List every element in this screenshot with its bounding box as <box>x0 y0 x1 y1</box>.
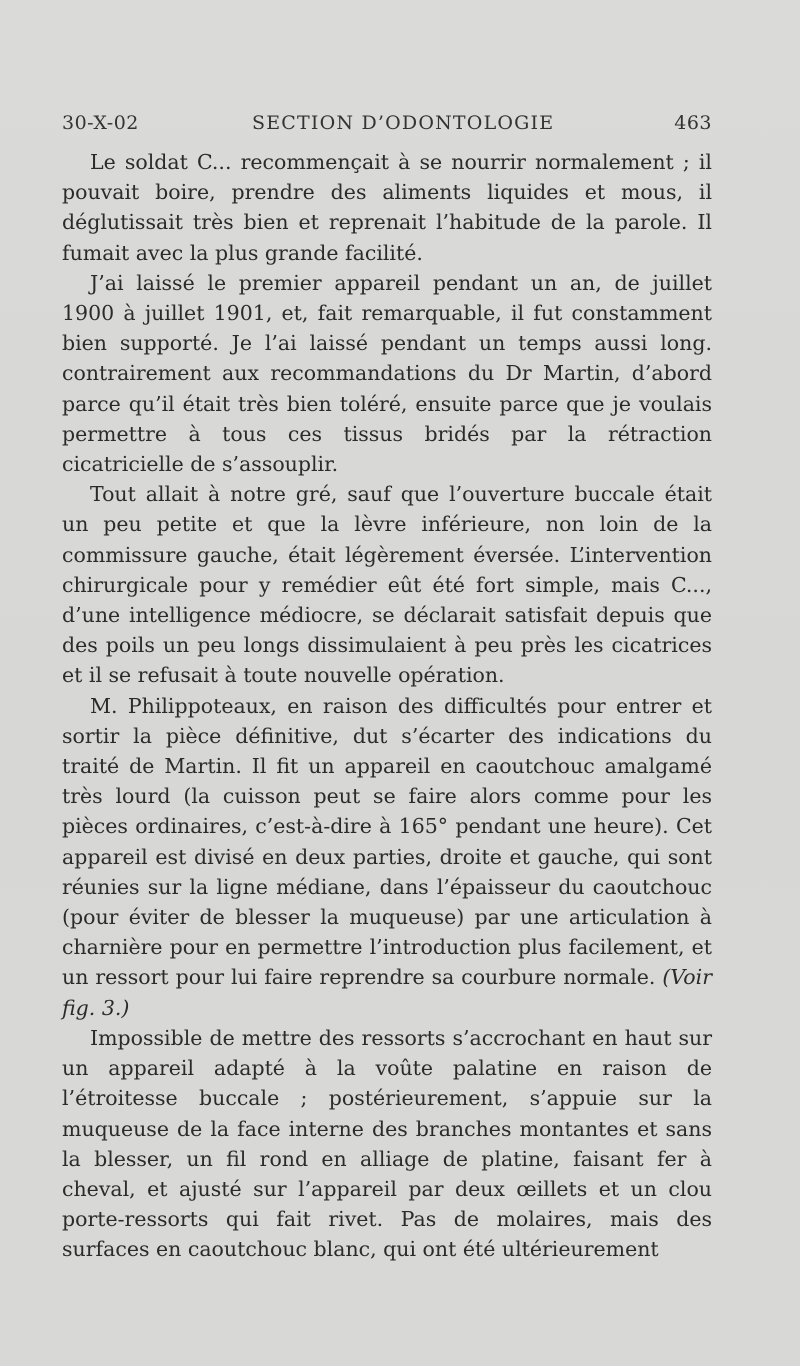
paragraph-5: Impossible de mettre des ressorts s’accrochant en haut sur un appareil adapté à la voûte palatine en raison de l’étroitesse buccale ; postérieurement, s’appuie sur la muqueuse de la face interne des branches montantes et sans la blesser, un fil rond en alliage de platine, faisant fer à cheval, et ajusté sur l’appareil par deux œillets et un clou porte-ressorts qui fait rivet. Pas de molaires, mais des surfaces en caoutchouc blanc, qui ont été ultérieurement <box>62 1025 712 1262</box>
running-header <box>62 112 712 142</box>
paragraph-3: Tout allait à notre gré, sauf que l’ouverture buccale était un peu petite et que la lèvre inférieure, non loin de la commissure gauche, était légèrement éversée. L’intervention chirurgicale pour y remédier eût été fort simple, mais C..., d’une intelligence médiocre, se déclarait satisfait depuis que des poils un peu longs dissimulaient à peu près les cicatrices et il se refusait à toute nouvelle opération. <box>62 482 712 688</box>
paragraph-2: J’ai laissé le premier appareil pendant un an, de juillet 1900 à juillet 1901, et, fait remarquable, il fut constamment bien supporté. Je l’ai laissé pendant un temps aussi long. contrairement aux recommandations du Dr Martin, d’abord parce qu’il était très bien toléré, ensuite parce que je voulais permettre à tous ces tissus bridés par la rétraction cicatricielle de s’assouplir. <box>62 270 712 477</box>
header-section-title: SECTION D’ODONTOLOGIE <box>252 112 555 134</box>
paragraph-4 <box>62 691 712 1023</box>
header-date: 30-X-02 <box>62 112 139 134</box>
page-number: 463 <box>674 112 712 134</box>
figure-reference: (Voir fig. 3.) <box>62 965 712 1020</box>
body-text <box>62 147 712 1265</box>
paragraph-4-text: M. Philippoteaux, en raison des difficultés pour entrer et sortir la pièce définitive, dut s’écarter des indications du traité de Martin. Il fit un appareil en caoutchouc amalgamé très lourd (la cuisson peut se faire alors comme pour les pièces ordinaires, c’est-à-dire à 165° pendant une heure). Cet appareil est divisé en deux parties, droite et gauche, qui sont réunies sur la ligne médiane, dans l’épaisseur du caoutchouc (pour éviter de blesser la muqueuse) par une articulation à charnière pour en permettre l’introduction plus facilement, et un ressort pour lui faire reprendre sa courbure normale. <box>62 693 712 990</box>
paragraph-1: Le soldat C... recommençait à se nourrir normalement ; il pouvait boire, prendre des aliments liquides et mous, il déglutissait très bien et reprenait l’habitude de la parole. Il fumait avec la plus grande facilité. <box>62 150 712 265</box>
